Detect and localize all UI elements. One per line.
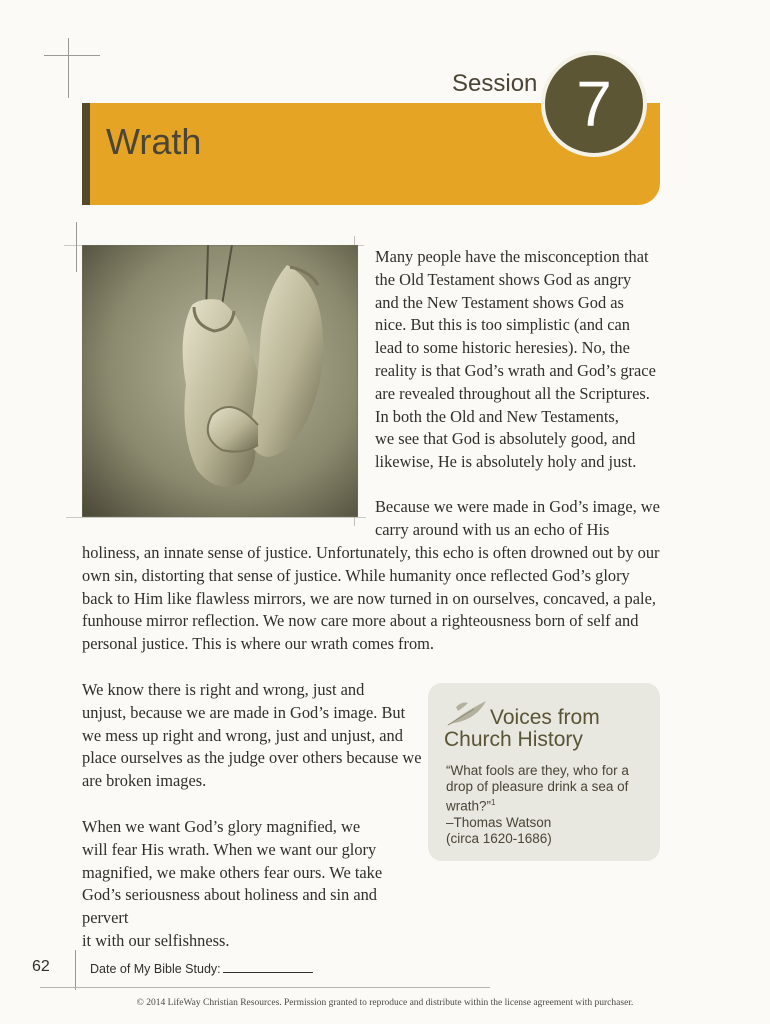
session-label: Session [452,70,538,97]
text-line: Because we were made in God’s image, we [375,497,660,516]
sidebar-heading-line2: Church History [444,728,583,751]
text-line: are broken images. [82,771,207,791]
crop-mark [68,38,69,98]
crop-mark [44,55,100,56]
echo-paragraph-start [375,496,675,542]
text-line: funhouse mirror reflection. We now care more about a righteousness born of self and [82,611,639,631]
text-line: Many people have the misconception that [375,247,649,266]
text-line: We know there is right and wrong, just and [82,680,365,699]
text-line: place ourselves as the judge over others because we [82,748,422,768]
text-line: nice. But this is too simplistic (and can [375,315,630,335]
text-line: we mess up right and wrong, just and unjust, and [82,725,403,745]
glory-paragraph [82,816,427,953]
text-line: will fear His wrath. When we want our glory [82,839,377,859]
attribution-name: –Thomas Watson [446,815,552,830]
sidebar-quote [446,763,651,815]
text-line: back to Him like flawless mirrors, we are now turned in on ourselves, concaved, a pale, [82,588,656,608]
footnote-marker: 1 [491,798,496,807]
text-line: magnified, we make others fear ours. We take [82,862,383,882]
text-line: and the New Testament shows God as [375,292,624,312]
session-number-badge: 7 [541,51,647,157]
text-line: lead to some historic heresies). No, the [375,338,630,358]
text-line: it with our selfishness. [82,930,230,950]
text-line: personal justice. This is where our wrath comes from. [82,634,435,654]
text-line: the Old Testament shows God as angry [375,269,632,289]
page-number: 62 [32,958,50,975]
echo-paragraph-continued [82,542,682,656]
text-line: we see that God is absolutely good, and [375,429,636,449]
boxing-gloves-icon [82,245,358,517]
text-line: carry around with us an echo of His [375,519,610,539]
title-banner-edge [82,103,90,205]
text-line: are revealed throughout all the Scriptures. [375,383,650,403]
intro-paragraph [375,246,675,474]
boxing-gloves-photo [82,245,358,517]
page-title: Wrath [106,121,202,162]
crop-mark [76,222,77,272]
text-line: likewise, He is absolutely holy and just. [375,452,637,472]
footer-rule [40,987,490,988]
date-label-text: Date of My Bible Study: [90,962,221,976]
sidebar-heading-line1: Voices from [490,706,600,729]
sidebar-heading [444,707,654,751]
right-and-wrong-paragraph [82,679,427,793]
footer-divider [75,950,76,990]
text-line: reality is that God’s wrath and God’s grace [375,360,656,380]
text-line: When we want God’s glory magnified, we [82,817,361,836]
text-line: In both the Old and New Testaments, [375,406,619,426]
text-line: holiness, an innate sense of justice. Unfortunately, this echo is often drowned out by our [82,543,660,562]
sidebar-attribution [446,815,651,847]
text-line: own sin, distorting that sense of justice. While humanity once reflected God’s glory [82,565,630,585]
crop-mark [66,517,366,518]
text-line: unjust, because we are made in God’s image. But [82,702,406,722]
date-of-study [90,962,313,976]
quote-text: “What fools are they, who for a drop of pleasure drink a sea of wrath?” [446,763,629,814]
voices-sidebar [428,683,660,861]
date-blank-line[interactable] [223,972,313,973]
text-line: God’s seriousness about holiness and sin and pervert [82,885,378,928]
attribution-dates: (circa 1620-1686) [446,831,552,846]
copyright-notice: © 2014 LifeWay Christian Resources. Permission granted to reproduce and distribute within the license agreement with purchaser. [136,998,634,1008]
